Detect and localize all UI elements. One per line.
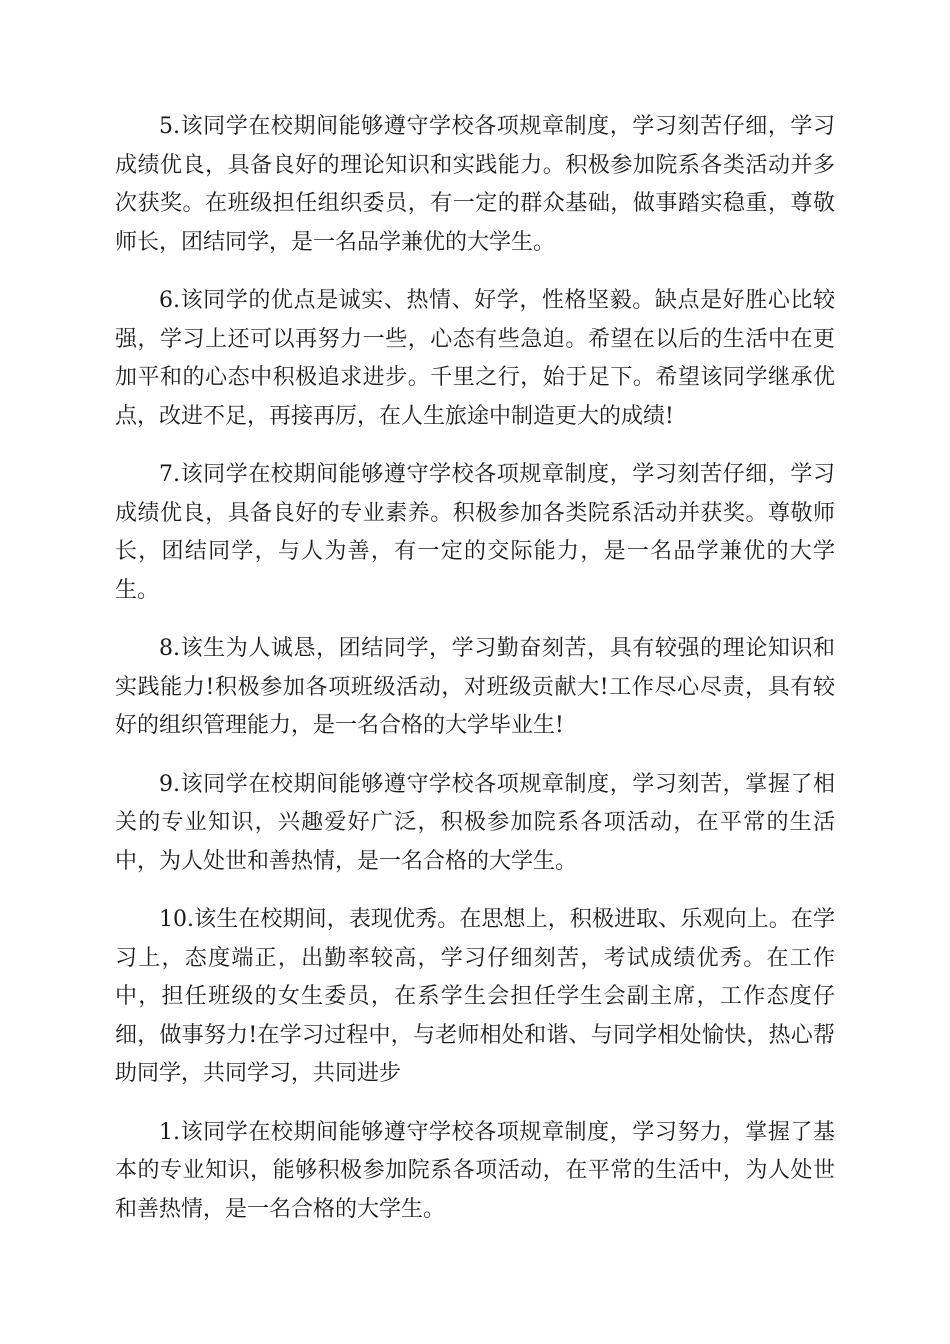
- paragraph-10: 10.该生在校期间，表现优秀。在思想上，积极进取、乐观向上。在学习上，态度端正，出勤率较高，学习仔细刻苦，考试成绩优秀。在工作中，担任班级的女生委员，在系学生会担任学生会副主席，工作态度仔细，做事努力!在学习过程中，与老师相处和谐、与同学相处愉快，热心帮助同学，共同学习，共同进步: [115, 907, 835, 1086]
- paragraph-8: 8.该生为人诚恳，团结同学，学习勤奋刻苦，具有较强的理论知识和实践能力!积极参加各项班级活动，对班级贡献大!工作尽心尽责，具有较好的组织管理能力，是一名合格的大学毕业生!: [115, 636, 835, 738]
- paragraph-7: 7.该同学在校期间能够遵守学校各项规章制度，学习刻苦仔细，学习成绩优良，具备良好的专业素养。积极参加各类院系活动并获奖。尊敬师长，团结同学，与人为善，有一定的交际能力，是一名品学兼优的大学生。: [115, 462, 835, 603]
- paragraph-9: 9.该同学在校期间能够遵守学校各项规章制度，学习刻苦，掌握了相关的专业知识，兴趣爱好广泛，积极参加院系各项活动，在平常的生活中，为人处世和善热情，是一名合格的大学生。: [115, 771, 835, 874]
- document-body: [115, 108, 835, 1249]
- paragraph-1: 1.该同学在校期间能够遵守学校各项规章制度，学习努力，掌握了基本的专业知识，能够积极参加院系各项活动，在平常的生活中，为人处世和善热情，是一名合格的大学生。: [115, 1119, 835, 1222]
- paragraph-6: 6.该同学的优点是诚实、热情、好学，性格坚毅。缺点是好胜心比较强，学习上还可以再努力一些，心态有些急迫。希望在以后的生活中在更加平和的心态中积极追求进步。千里之行，始于足下。希望该同学继承优点，改进不足，再接再厉，在人生旅途中制造更大的成绩!: [115, 288, 835, 429]
- paragraph-5: 5.该同学在校期间能够遵守学校各项规章制度，学习刻苦仔细，学习成绩优良，具备良好的理论知识和实践能力。积极参加院系各类活动并多次获奖。在班级担任组织委员，有一定的群众基础，做事踏实稳重，尊敬师长，团结同学，是一名品学兼优的大学生。: [115, 114, 835, 255]
